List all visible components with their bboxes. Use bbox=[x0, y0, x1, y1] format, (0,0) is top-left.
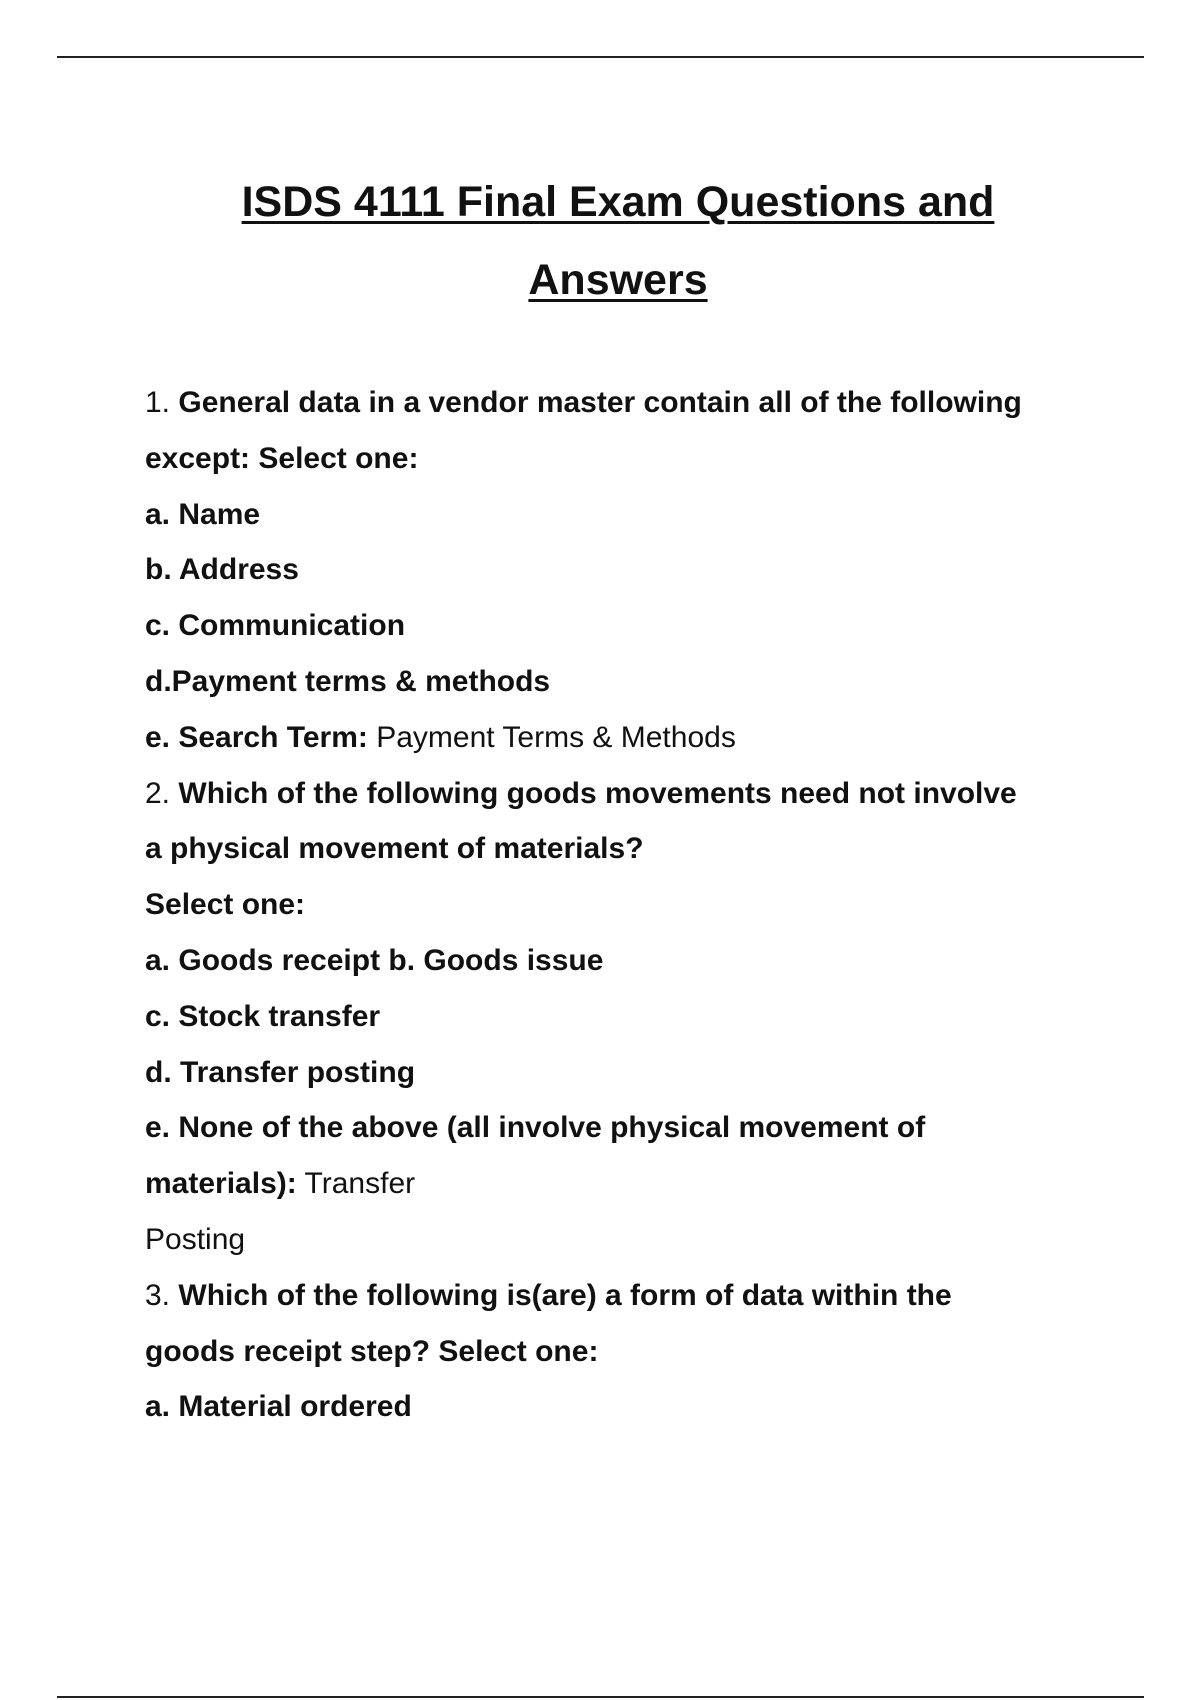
option-text: c. Stock transfer bbox=[145, 999, 381, 1033]
option-text: e. None of the above (all involve physical movement of bbox=[145, 1111, 926, 1145]
answer-option bbox=[145, 1379, 1135, 1435]
question-body bbox=[145, 375, 1135, 1435]
answer-option bbox=[145, 1045, 1135, 1101]
option-text: a. Material ordered bbox=[145, 1390, 412, 1424]
option-text: e. Search Term: bbox=[145, 720, 368, 754]
document-title-line-2: Answers bbox=[528, 256, 708, 304]
option-text: d.Payment terms & methods bbox=[145, 664, 551, 698]
option-text: materials): bbox=[145, 1167, 297, 1201]
answer-option bbox=[145, 598, 1135, 654]
question-text: Which of the following goods movements need not involve bbox=[178, 776, 1017, 810]
question-text: a physical movement of materials? bbox=[145, 832, 644, 866]
question-2-line-1 bbox=[145, 766, 1135, 822]
answer-option bbox=[145, 989, 1135, 1045]
top-divider bbox=[57, 56, 1144, 58]
answer-option bbox=[145, 542, 1135, 598]
question-1-line-1 bbox=[145, 375, 1135, 431]
question-number: 1. bbox=[145, 386, 171, 419]
answer-text: Payment Terms & Methods bbox=[376, 720, 736, 754]
question-number: 3. bbox=[145, 1278, 171, 1312]
option-text: d. Transfer posting bbox=[145, 1055, 416, 1089]
question-text: goods receipt step? Select one: bbox=[145, 1334, 599, 1368]
question-text: except: Select one: bbox=[145, 441, 419, 475]
question-2-line-2 bbox=[145, 821, 1135, 877]
answer-option bbox=[145, 933, 1135, 989]
answer-option-with-answer bbox=[145, 1156, 1135, 1212]
answer-option bbox=[145, 487, 1135, 543]
question-1-line-2 bbox=[145, 431, 1135, 487]
answer-text: Posting bbox=[145, 1222, 246, 1256]
option-text: c. Communication bbox=[145, 609, 406, 643]
answer-text: Transfer bbox=[304, 1167, 416, 1201]
option-text: a. Goods receipt b. Goods issue bbox=[145, 943, 604, 977]
question-3-line-1 bbox=[145, 1268, 1135, 1324]
document-title-line-1: ISDS 4111 Final Exam Questions and bbox=[241, 178, 995, 226]
option-text: a. Name bbox=[145, 497, 261, 531]
question-3-line-2 bbox=[145, 1324, 1135, 1380]
question-number: 2. bbox=[145, 776, 171, 810]
answer-option-with-answer bbox=[145, 710, 1135, 766]
bottom-divider bbox=[57, 1696, 1144, 1698]
answer-continuation bbox=[145, 1212, 1135, 1268]
question-text: General data in a vendor master contain all of the following bbox=[178, 386, 1022, 419]
answer-option bbox=[145, 654, 1135, 710]
option-text: b. Address bbox=[145, 553, 299, 587]
question-text: Select one: bbox=[145, 888, 306, 922]
question-text: Which of the following is(are) a form of data within the bbox=[178, 1278, 952, 1312]
answer-option bbox=[145, 1100, 1135, 1156]
question-2-line-3 bbox=[145, 877, 1135, 933]
